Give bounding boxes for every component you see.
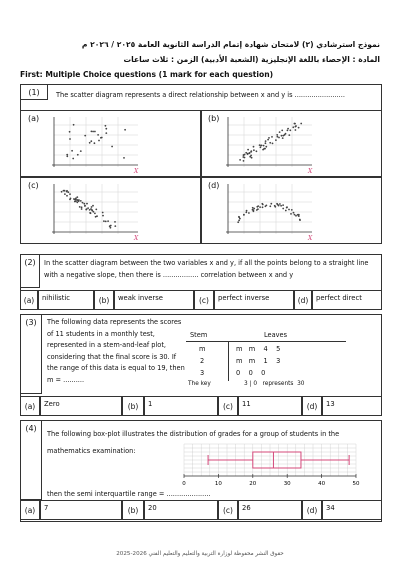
scatter-point bbox=[293, 212, 295, 214]
scatter-point bbox=[124, 129, 126, 131]
scatter-point bbox=[269, 142, 271, 144]
scatter-point bbox=[262, 204, 264, 206]
scatter-point bbox=[270, 203, 272, 205]
leaves-row-3: 0 0 0 bbox=[236, 369, 266, 377]
stem-row-3: 3 bbox=[200, 369, 205, 377]
scatter-point bbox=[82, 202, 84, 204]
scatter-point bbox=[269, 205, 271, 207]
scatter-point bbox=[243, 154, 245, 156]
scatter-point bbox=[249, 152, 251, 154]
scatter-point bbox=[92, 131, 94, 133]
scatter-point bbox=[114, 225, 116, 227]
scatter-point bbox=[285, 210, 287, 212]
scatter-point bbox=[282, 204, 284, 206]
scatter-point bbox=[66, 190, 68, 192]
scatter-point bbox=[282, 137, 284, 139]
scatter-point bbox=[276, 134, 278, 136]
q4-option-d-text[interactable]: 34 bbox=[322, 500, 382, 520]
scatter-point bbox=[262, 206, 264, 208]
scatter-point bbox=[248, 212, 250, 214]
scatter-point bbox=[91, 209, 93, 211]
scatter-point bbox=[81, 208, 83, 210]
scatter-point bbox=[291, 209, 293, 211]
q4-option-c-label[interactable]: (c) bbox=[218, 500, 238, 520]
scatter-point bbox=[79, 206, 81, 208]
scatter-point bbox=[80, 150, 82, 152]
q4-option-c-text[interactable]: 26 bbox=[238, 500, 302, 520]
scatter-point bbox=[274, 206, 276, 208]
scatter-point bbox=[287, 130, 289, 132]
q4-option-b-label[interactable]: (b) bbox=[122, 500, 144, 520]
scatter-point bbox=[89, 212, 91, 214]
q4-option-d-label[interactable]: (d) bbox=[302, 500, 322, 520]
scatter-point bbox=[259, 206, 261, 208]
stem-leaf-divider-v bbox=[228, 341, 229, 381]
scatter-point bbox=[261, 145, 263, 147]
scatter-point bbox=[87, 207, 89, 209]
scatter-point bbox=[243, 214, 245, 216]
scatter-point bbox=[246, 210, 248, 212]
scatter-point bbox=[86, 203, 88, 205]
x-axis-label: X bbox=[308, 168, 313, 175]
scatter-plot-a bbox=[48, 115, 143, 175]
scatter-point bbox=[80, 200, 82, 202]
scatter-point bbox=[279, 203, 281, 205]
scatter-point bbox=[238, 220, 240, 222]
scatter-point bbox=[101, 137, 103, 139]
scatter-point bbox=[292, 126, 294, 128]
scatter-point bbox=[91, 206, 93, 208]
q3-option-a-text[interactable]: Zero bbox=[40, 396, 122, 416]
scatter-point bbox=[94, 213, 96, 215]
scatter-point bbox=[238, 216, 240, 218]
q1-option-d-label: (d) bbox=[208, 181, 220, 190]
q3-option-b-label[interactable]: (b) bbox=[122, 396, 144, 416]
scatter-point bbox=[272, 143, 274, 145]
scatter-point bbox=[72, 158, 74, 160]
leaves-row-2: m m 1 3 bbox=[236, 357, 281, 365]
scatter-point bbox=[295, 215, 297, 217]
scatter-point bbox=[64, 193, 66, 195]
stem-leaf-key-label: The key bbox=[188, 381, 211, 387]
scatter-point bbox=[243, 160, 245, 162]
scatter-point bbox=[97, 134, 99, 136]
scatter-point bbox=[252, 209, 254, 211]
scatter-point bbox=[69, 138, 71, 140]
scatter-point bbox=[276, 203, 278, 205]
scatter-point bbox=[94, 131, 96, 133]
question-4-number: (4) bbox=[20, 420, 42, 500]
scatter-point bbox=[105, 128, 107, 130]
scatter-point bbox=[252, 207, 254, 209]
axis-tick-label: 50 bbox=[352, 481, 360, 487]
scatter-point bbox=[71, 150, 73, 152]
question-1-number: (1) bbox=[20, 84, 48, 100]
q3-option-a-label[interactable]: (a) bbox=[20, 396, 40, 416]
scatter-point bbox=[103, 220, 105, 222]
scatter-point bbox=[89, 142, 91, 144]
scatter-point bbox=[288, 134, 290, 136]
question-4-text-1: The following box-plot illustrates the distribution of grades for a group of students in the mathematics examination: bbox=[47, 430, 340, 456]
scatter-point bbox=[265, 140, 267, 142]
exam-subject-info: المادة : الإحصاء باللغة الإنجليزية (الشعبة الأدبية) الزمن : ثلاث ساعات bbox=[123, 55, 380, 64]
scatter-point bbox=[95, 216, 97, 218]
scatter-point bbox=[267, 139, 269, 141]
scatter-point bbox=[105, 221, 107, 223]
q1-option-b-label: (b) bbox=[208, 114, 220, 123]
scatter-point bbox=[280, 205, 282, 207]
scatter-point bbox=[287, 128, 289, 130]
q2-option-d-label[interactable]: (d) bbox=[294, 290, 312, 310]
scatter-point bbox=[69, 131, 71, 133]
scatter-point bbox=[70, 198, 72, 200]
scatter-point bbox=[77, 154, 79, 156]
scatter-point bbox=[239, 218, 241, 220]
q3-option-d-label[interactable]: (d) bbox=[302, 396, 322, 416]
axis-tick-label: 0 bbox=[182, 481, 186, 487]
scatter-point bbox=[263, 145, 265, 147]
scatter-point bbox=[256, 150, 258, 152]
leaves-header: Leaves bbox=[264, 331, 288, 339]
question-3-text: The following data represents the scores of 11 students in a monthly test, represented in a stem-and-leaf plot, considering that the final score is 30. If the range of this data is equal to 19, then m = .......... bbox=[47, 318, 185, 384]
scatter-point bbox=[74, 201, 76, 203]
x-axis-label: X bbox=[308, 235, 313, 242]
scatter-point bbox=[67, 191, 69, 193]
scatter-point bbox=[245, 211, 247, 213]
scatter-point bbox=[92, 205, 94, 207]
scatter-point bbox=[290, 213, 292, 215]
q1-option-a-label: (a) bbox=[28, 114, 40, 123]
scatter-point bbox=[102, 212, 104, 214]
scatter-point bbox=[114, 221, 116, 223]
section-title: First: Multiple Choice questions (1 mark for each question) bbox=[20, 70, 274, 79]
scatter-point bbox=[277, 136, 279, 138]
question-2-text: In the scatter diagram between the two variables x and y, if all the points belong to a straight line with a negative slope, then there is ................. correlation between x and y bbox=[44, 259, 369, 279]
scatter-point bbox=[286, 207, 288, 209]
scatter-point bbox=[249, 156, 251, 158]
scatter-point bbox=[268, 137, 270, 139]
scatter-point bbox=[105, 125, 107, 127]
scatter-point bbox=[265, 146, 267, 148]
scatter-point bbox=[66, 154, 68, 156]
scatter-plot-b bbox=[222, 115, 317, 175]
axis-tick-label: 10 bbox=[214, 481, 222, 487]
leaves-row-1: m m 4 5 bbox=[236, 345, 281, 353]
q2-option-a-text[interactable]: nihilistic bbox=[38, 290, 94, 310]
scatter-point bbox=[66, 195, 68, 197]
q2-option-d-text[interactable]: perfect direct bbox=[312, 290, 382, 310]
stem-leaf-divider-h bbox=[186, 341, 346, 342]
scatter-point bbox=[262, 149, 264, 151]
scatter-point bbox=[278, 205, 280, 207]
scatter-point bbox=[69, 193, 71, 195]
question-1-text: The scatter diagram represents a direct relationship between x and y is ........................ bbox=[56, 91, 345, 99]
stem-header: Stem bbox=[190, 331, 208, 339]
scatter-point bbox=[271, 136, 273, 138]
exam-title: نموذج استرشادي (٢) لامتحان شهادة إتمام الدراسة الثانوية العامة ٢٠٢٥ / ٢٠٢٦ م bbox=[81, 40, 380, 49]
scatter-point bbox=[84, 205, 86, 207]
scatter-point bbox=[74, 199, 76, 201]
q2-option-c-label[interactable]: (c) bbox=[194, 290, 214, 310]
scatter-point bbox=[84, 135, 86, 137]
q1-option-c-label: (c) bbox=[28, 181, 39, 190]
scatter-point bbox=[265, 205, 267, 207]
scatter-point bbox=[282, 208, 284, 210]
scatter-plot-d bbox=[222, 182, 317, 242]
scatter-point bbox=[278, 137, 280, 139]
axis-tick-label: 30 bbox=[283, 481, 291, 487]
scatter-point bbox=[253, 149, 255, 151]
scatter-point bbox=[83, 203, 85, 205]
stem-row-1: m bbox=[199, 345, 206, 353]
question-2-number: (2) bbox=[20, 254, 40, 288]
scatter-point bbox=[298, 214, 300, 216]
q2-option-c-text[interactable]: perfect inverse bbox=[214, 290, 294, 310]
scatter-point bbox=[76, 202, 78, 204]
scatter-point bbox=[253, 146, 255, 148]
scatter-point bbox=[73, 124, 75, 126]
scatter-point bbox=[295, 125, 297, 127]
scatter-point bbox=[275, 139, 277, 141]
scatter-point bbox=[237, 221, 239, 223]
scatter-point bbox=[66, 155, 68, 157]
scatter-point bbox=[107, 220, 109, 222]
axis-tick-label: 40 bbox=[318, 481, 326, 487]
scatter-point bbox=[245, 152, 247, 154]
box-plot bbox=[170, 442, 370, 488]
q3-option-c-text[interactable]: 11 bbox=[238, 396, 302, 416]
scatter-point bbox=[298, 127, 300, 129]
scatter-point bbox=[289, 129, 291, 131]
scatter-point bbox=[98, 140, 100, 142]
scatter-point bbox=[247, 149, 249, 151]
q3-option-d-text[interactable]: 13 bbox=[322, 396, 382, 416]
scatter-point bbox=[299, 219, 301, 221]
scatter-point bbox=[61, 191, 63, 193]
scatter-point bbox=[294, 214, 296, 216]
q4-option-b-text[interactable]: 20 bbox=[144, 500, 218, 520]
scatter-point bbox=[81, 206, 83, 208]
q2-option-b-label[interactable]: (b) bbox=[94, 290, 114, 310]
scatter-point bbox=[86, 208, 88, 210]
scatter-point bbox=[94, 142, 96, 144]
scatter-point bbox=[64, 190, 66, 192]
scatter-point bbox=[265, 142, 267, 144]
scatter-point bbox=[91, 131, 93, 133]
scatter-point bbox=[257, 205, 259, 207]
q2-option-b-text[interactable]: weak inverse bbox=[114, 290, 194, 310]
scatter-point bbox=[90, 140, 92, 142]
scatter-point bbox=[93, 211, 95, 213]
scatter-point bbox=[95, 209, 97, 211]
scatter-point bbox=[76, 196, 78, 198]
scatter-point bbox=[294, 123, 296, 125]
scatter-point bbox=[247, 153, 249, 155]
scatter-point bbox=[279, 131, 281, 133]
scatter-point bbox=[105, 132, 107, 134]
axis-tick-label: 20 bbox=[249, 481, 257, 487]
scatter-point bbox=[239, 159, 241, 161]
scatter-point bbox=[260, 146, 262, 148]
scatter-point bbox=[250, 150, 252, 152]
scatter-point bbox=[111, 146, 113, 148]
scatter-point bbox=[123, 157, 125, 159]
scatter-point bbox=[295, 129, 297, 131]
question-3-number: (3) bbox=[20, 314, 42, 394]
scatter-point bbox=[283, 135, 285, 137]
scatter-point bbox=[281, 135, 283, 137]
q3-option-c-label[interactable]: (c) bbox=[218, 396, 238, 416]
scatter-point bbox=[300, 123, 302, 125]
scatter-plot-c bbox=[48, 182, 143, 242]
q4-option-a-text[interactable]: 7 bbox=[40, 500, 122, 520]
scatter-point bbox=[244, 157, 246, 159]
copyright-footer: حقوق النشر محفوظة لوزارة التربية والتعليم والتعليم الفني 2026-2025 bbox=[116, 551, 284, 557]
scatter-point bbox=[281, 130, 283, 132]
scatter-point bbox=[257, 208, 259, 210]
scatter-point bbox=[285, 133, 287, 135]
scatter-point bbox=[288, 209, 290, 211]
question-4-text-2: then the semi interquartile range = ..................... bbox=[47, 490, 211, 498]
stem-leaf-key-value: 3 | 0 represents 30 bbox=[244, 381, 305, 387]
q2-option-a-label[interactable]: (a) bbox=[20, 290, 38, 310]
stem-row-2: 2 bbox=[200, 357, 205, 365]
q3-option-b-text[interactable]: 1 bbox=[144, 396, 218, 416]
x-axis-label: X bbox=[134, 168, 139, 175]
q4-option-a-label[interactable]: (a) bbox=[20, 500, 40, 520]
x-axis-label: X bbox=[134, 235, 139, 242]
scatter-point bbox=[109, 225, 111, 227]
scatter-point bbox=[102, 215, 104, 217]
